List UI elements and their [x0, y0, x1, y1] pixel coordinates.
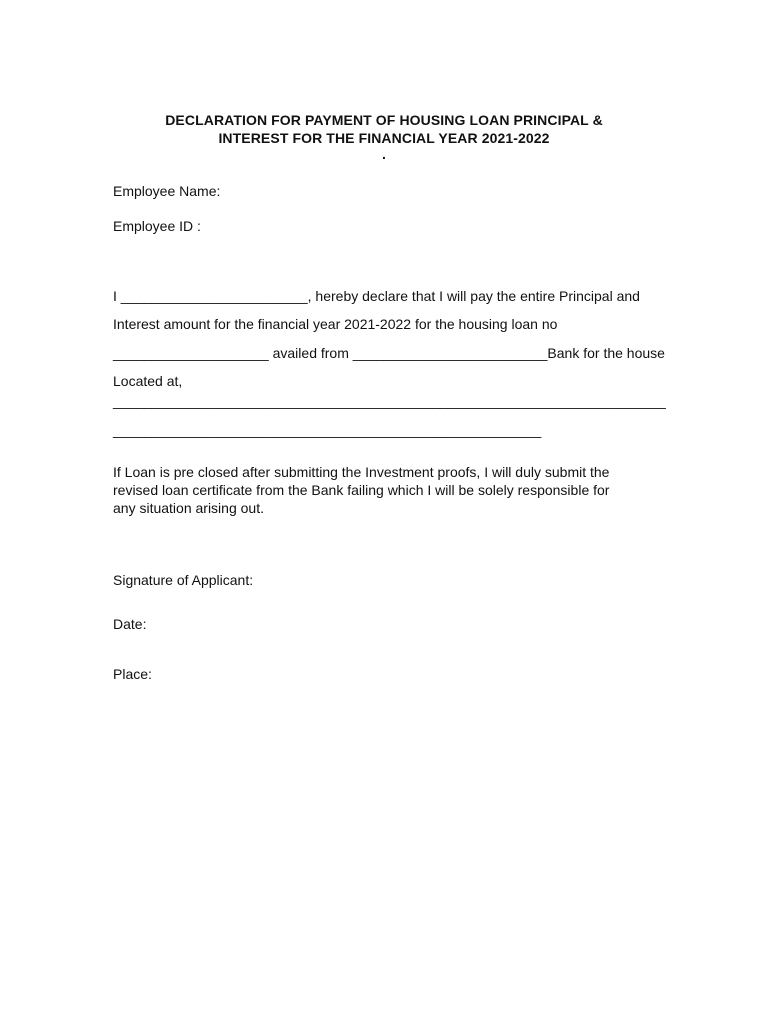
declaration-line-1: I ________________________, hereby declare that I will pay the entire Principal and [113, 288, 640, 304]
place-label: Place: [113, 666, 152, 682]
notice-line-3: any situation arising out. [113, 500, 264, 516]
address-blank-line-1: _______________________________________________________________________ [113, 393, 666, 409]
address-blank-line-2: _______________________________________________________ [113, 422, 542, 438]
notice-line-2: revised loan certificate from the Bank failing which I will be solely responsible for [113, 482, 610, 498]
notice-line-1: If Loan is pre closed after submitting the Investment proofs, I will duly submit the [113, 464, 610, 480]
employee-name-label: Employee Name: [113, 183, 221, 199]
signature-label: Signature of Applicant: [113, 572, 254, 588]
declaration-line-4: Located at, [113, 373, 183, 389]
date-label: Date: [113, 616, 147, 632]
declaration-line-2: Interest amount for the financial year 2021-2022 for the housing loan no [113, 316, 558, 332]
document-title-line-2: INTEREST FOR THE FINANCIAL YEAR 2021-2022 [218, 130, 550, 146]
title-dot: . [382, 146, 386, 162]
employee-id-label: Employee ID : [113, 218, 201, 234]
declaration-line-3: ____________________ availed from _________________________Bank for the house [113, 345, 665, 361]
document-title-line-1: DECLARATION FOR PAYMENT OF HOUSING LOAN PRINCIPAL & [165, 112, 603, 128]
